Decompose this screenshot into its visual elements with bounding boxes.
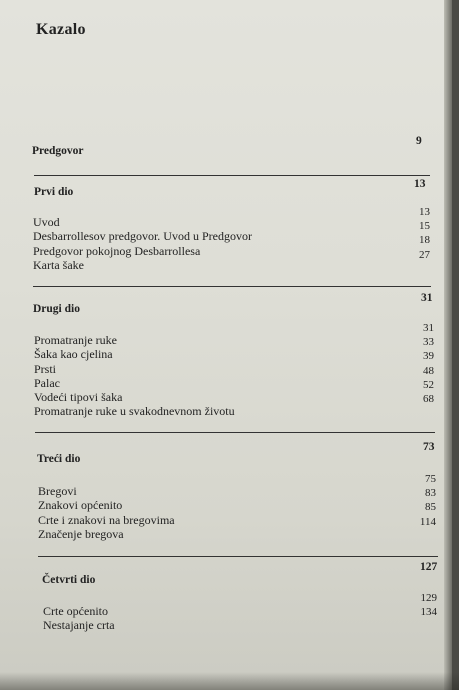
drugi-dio-rule [33, 286, 431, 287]
toc-entry: Crte općenito [43, 604, 108, 618]
toc-page-number: 27 [419, 248, 430, 261]
toc-entry: Karta šake [33, 257, 84, 272]
toc-page-number: 33 [423, 336, 434, 349]
prvi-dio-page-numbers [419, 205, 430, 262]
toc-page-number: 18 [419, 234, 430, 247]
toc-entry: Promatranje ruke u svakodnevnom životu [34, 404, 235, 419]
prvi-dio-entries [33, 215, 252, 272]
drugi-dio-page: 31 [421, 292, 433, 304]
toc-entry: Šaka kao cjelina [34, 347, 113, 362]
toc-entry: Značenje bregova [38, 526, 124, 541]
cetvrti-dio-rule [38, 556, 438, 557]
toc-page-number: 31 [423, 322, 434, 334]
toc-entry: Predgovor pokojnog Desbarrollesa [33, 243, 201, 258]
drugi-dio-page-numbers [423, 321, 434, 406]
toc-entry: Palac [34, 375, 60, 390]
toc-entry: Crte i znakovi na bregovima [38, 512, 175, 527]
treci-dio-rule [35, 432, 435, 433]
toc-page-number: 85 [425, 501, 436, 514]
treci-dio-entries [38, 484, 175, 541]
toc-page-number: 68 [423, 392, 434, 405]
toc-entry: Uvod [33, 215, 60, 229]
toc-page-number: 83 [425, 487, 436, 500]
treci-dio-page: 73 [423, 441, 435, 453]
cetvrti-dio-entries [43, 604, 115, 633]
toc-page-number: 134 [420, 606, 437, 619]
toc-entry: Desbarrollesov predgovor. Uvod u Predgovor [33, 229, 252, 244]
drugi-dio-heading: Drugi dio [33, 303, 80, 315]
predgovor-heading: Predgovor [32, 145, 84, 157]
toc-page-number: 75 [425, 473, 436, 485]
bottom-shadow [0, 672, 459, 690]
toc-entry: Znakovi općenito [38, 498, 123, 513]
drugi-dio-entries [34, 333, 235, 419]
cetvrti-dio-page-numbers [421, 591, 438, 619]
page-edge [444, 0, 452, 690]
toc-page-number: 39 [423, 350, 434, 363]
toc-page-number: 114 [419, 515, 436, 528]
toc-entry: Vodeći tipovi šaka [34, 390, 123, 405]
treci-dio-page-numbers [420, 472, 436, 529]
prvi-dio-rule [34, 175, 430, 176]
cetvrti-dio-page: 127 [420, 561, 438, 573]
predgovor-page: 9 [416, 135, 422, 147]
toc-page-number: 52 [423, 378, 434, 391]
toc-page-number: 15 [419, 220, 430, 233]
toc-entry: Nestajanje crta [43, 618, 115, 633]
prvi-dio-page: 13 [414, 178, 426, 190]
prvi-dio-heading: Prvi dio [34, 186, 74, 198]
toc-entry: Prsti [34, 361, 57, 376]
toc-entry: Promatranje ruke [34, 333, 117, 347]
toc-page-number: 13 [419, 206, 430, 218]
toc-page-number: 48 [423, 364, 434, 377]
toc-page-number: 129 [420, 592, 437, 604]
toc-entry: Bregovi [38, 484, 77, 498]
cetvrti-dio-heading: Četvrti dio [42, 574, 96, 586]
treci-dio-heading: Treći dio [37, 453, 81, 465]
page-title: Kazalo [36, 21, 86, 38]
